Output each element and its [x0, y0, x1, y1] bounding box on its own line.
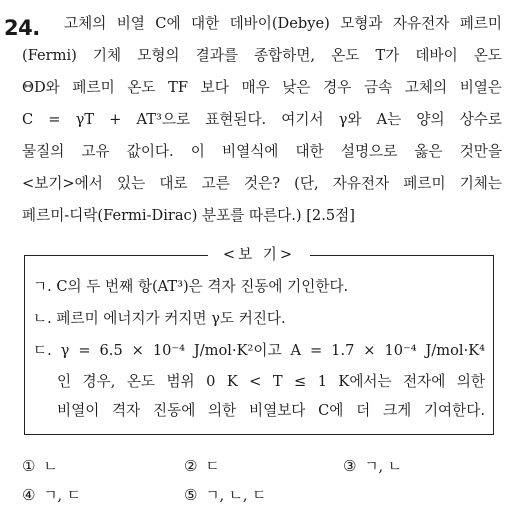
bogi-item-1: ㄱ. C의 두 번째 항(AT³)은 격자 진동에 기인한다. — [33, 278, 349, 295]
choice-5-mark: ⑤ — [184, 486, 198, 504]
stem-line-6: <보기>에서 있는 대로 고른 것은? (단, 자유전자 페르미 기체는 — [22, 175, 502, 192]
question-number: 24. — [4, 16, 40, 40]
choice-3-label: ㄱ, ㄴ — [364, 458, 402, 475]
stem-line-1: 고체의 비열 C에 대한 데바이(Debye) 모형과 자유전자 페르미 — [64, 15, 502, 32]
choice-3[interactable] — [343, 456, 402, 477]
choice-3-mark: ③ — [343, 457, 357, 475]
choice-2-mark: ② — [184, 457, 198, 475]
choice-5[interactable] — [184, 485, 266, 506]
stem-line-2: (Fermi) 기체 모형의 결과를 종합하면, 온도 T가 데바이 온도 — [22, 47, 502, 64]
stem-line-5: 물질의 고유 값이다. 이 비열식에 대한 설명으로 옳은 것만을 — [22, 143, 502, 160]
choice-1-mark: ① — [22, 457, 36, 475]
choice-2-label: ㄷ — [205, 458, 220, 475]
choice-4-mark: ④ — [22, 486, 36, 504]
choice-4-label: ㄱ, ㄷ — [43, 487, 81, 504]
stem-line-3: ΘD와 페르미 온도 TF 보다 매우 낮은 경우 금속 고체의 비열은 — [22, 79, 502, 96]
box-title: <보 기> — [222, 246, 296, 263]
bogi-item-3-cont-1: 인 경우, 온도 범위 0 K < T ≤ 1 K에서는 전자에 의한 — [57, 373, 485, 390]
bogi-item-3-cont-2: 비열이 격자 진동에 의한 비열보다 C에 더 크게 기여한다. — [57, 402, 485, 419]
bogi-item-3: ㄷ. γ = 6.5 × 10⁻⁴ J/mol·K²이고 A = 1.7 × 10⁻⁴ J/mol·K⁴ — [33, 342, 485, 359]
choice-1-label: ㄴ — [43, 458, 58, 475]
choice-2[interactable] — [184, 456, 220, 477]
choice-1[interactable] — [22, 456, 58, 477]
stem-line-7: 페르미-디락(Fermi-Dirac) 분포를 따른다.) [2.5점] — [22, 207, 355, 224]
bogi-item-2: ㄴ. 페르미 에너지가 커지면 γ도 커진다. — [33, 310, 286, 327]
stem-line-4: C = γT + AT³으로 표현된다. 여기서 γ와 A는 양의 상수로 — [22, 111, 502, 128]
bogi-box — [24, 255, 494, 435]
choice-5-label: ㄱ, ㄴ, ㄷ — [205, 487, 267, 504]
choice-4[interactable] — [22, 485, 81, 506]
